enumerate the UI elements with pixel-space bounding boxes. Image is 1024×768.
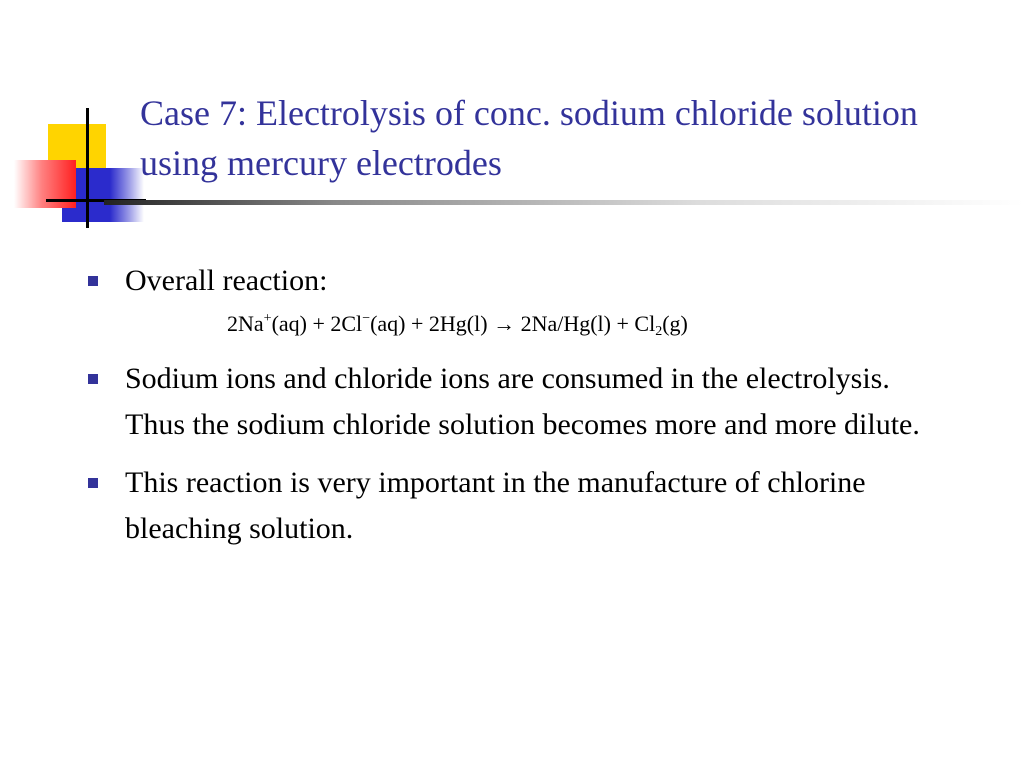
bullet-item-importance: [88, 460, 948, 552]
logo-vertical-line: [86, 108, 89, 228]
reaction-equation: [227, 304, 948, 344]
equation-superscript: −: [362, 311, 371, 326]
title-underline: [104, 200, 1024, 205]
logo-blue-fade: [110, 168, 144, 222]
bullet-item-ions-consumed: [88, 356, 948, 448]
bullet-text: Sodium ions and chloride ions are consumed in the electrolysis. Thus the sodium chloride solution becomes more and more dilute.: [125, 362, 920, 441]
bullet-text: This reaction is very important in the manufacture of chlorine bleaching solution.: [125, 466, 866, 545]
equation-subscript: 2: [655, 324, 663, 339]
equation-part: (aq) + 2Hg(l) → 2Na/Hg(l) + Cl: [370, 311, 656, 336]
equation-superscript: +: [263, 311, 272, 326]
slide-title: Case 7: Electrolysis of conc. sodium chloride solution using mercury electrodes: [140, 93, 918, 183]
bullet-list: [88, 258, 948, 564]
bullet-square-icon: [88, 374, 98, 384]
bullet-square-icon: [88, 478, 98, 488]
equation-part: (aq) + 2Cl: [271, 311, 363, 336]
bullet-item-overall-reaction: [88, 258, 948, 344]
equation-part: (g): [662, 311, 688, 336]
equation-part: 2Na: [227, 311, 264, 336]
bullet-square-icon: [88, 276, 98, 286]
bullet-text: Overall reaction:: [125, 264, 328, 297]
